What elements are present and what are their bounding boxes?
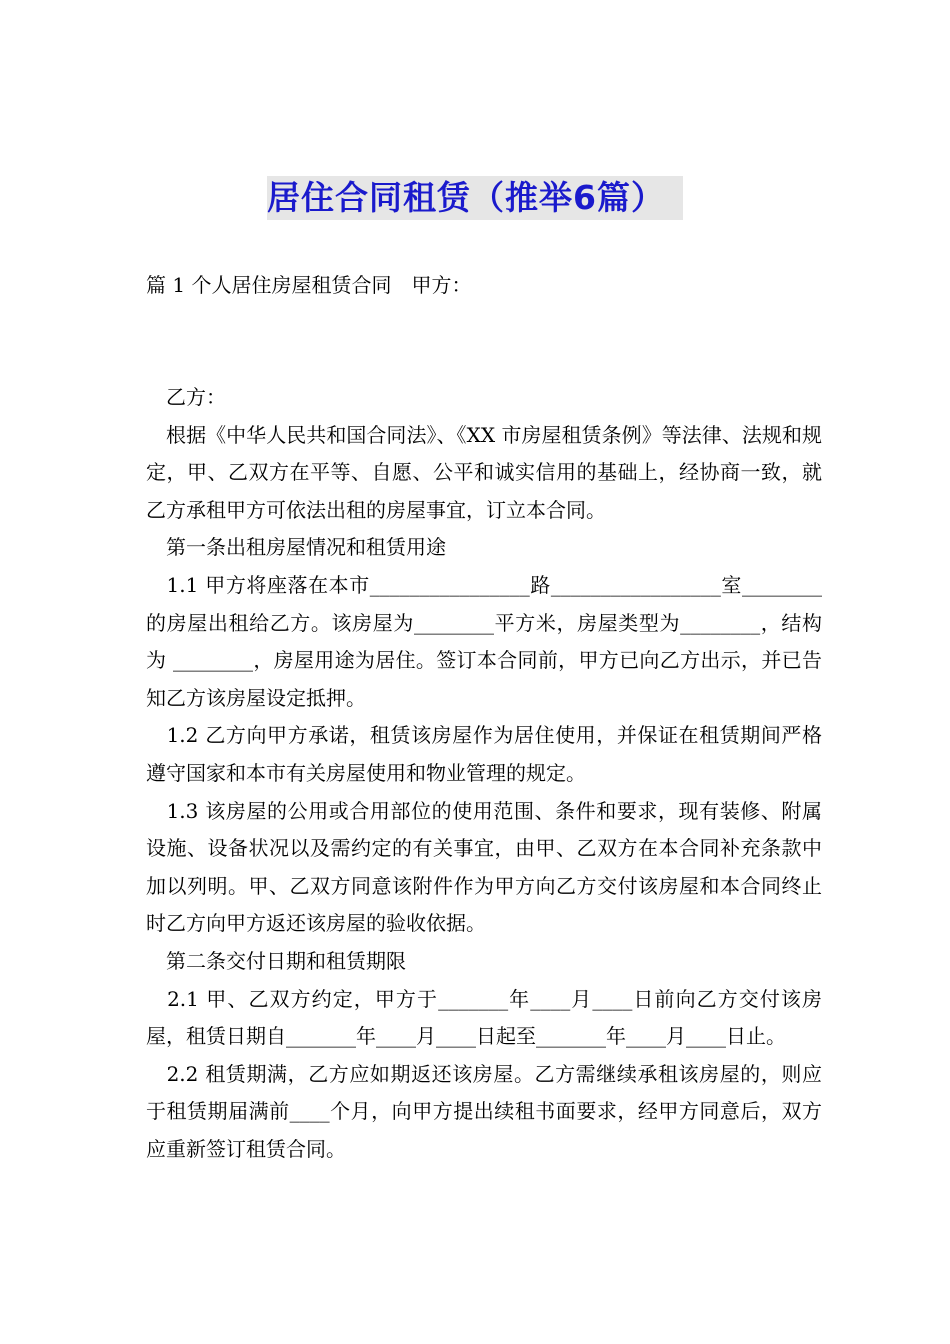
paragraph-article-2-heading: 第二条交付日期和租赁期限 [146,948,406,973]
paragraph-clause-1-3: 1.3 该房屋的公用或合用部位的使用范围、条件和要求，现有装修、附属设施、设备状况以及需约定的有关事宜，由甲、乙双方在本合同补充条款中加以列明。甲、乙双方同意该附件作为甲方向乙方交付该房屋和本合同终止时乙方向甲方返还该房屋的验收依据。 [146,798,822,936]
document-body [146,379,822,1168]
section-heading: 篇 1 个人居住房屋租赁合同 甲方： [146,273,472,297]
paragraph-clause-2-1: 2.1 甲、乙双方约定，甲方于_______年____月____日前向乙方交付该房屋，租赁日期自_______年____月____日起至_______年____月____日止。 [146,986,822,1049]
document-title: 居住合同租赁（推举6篇） [267,176,683,220]
paragraph-clause-1-1: 1.1 甲方将座落在本市________________路_________________室________的房屋出租给乙方。该房屋为________平方米，房屋类型为________，结构为 ________，房屋用途为居住。签订本合同前，甲方已向乙方出示，并已告知乙方该房屋设定抵押。 [146,572,822,710]
paragraph-preamble: 根据《中华人民共和国合同法》、《XX 市房屋租赁条例》等法律、法规和规定，甲、乙双方在平等、自愿、公平和诚实信用的基础上，经协商一致，就乙方承租甲方可依法出租的房屋事宜，订立本合同。 [146,422,822,522]
paragraph-article-1-heading: 第一条出租房屋情况和租赁用途 [146,535,446,560]
paragraph-party-b: 乙方： [146,385,226,409]
paragraph-clause-1-2: 1.2 乙方向甲方承诺，租赁该房屋作为居住使用，并保证在租赁期间严格遵守国家和本市有关房屋使用和物业管理的规定。 [146,723,822,785]
title-container [0,176,950,220]
paragraph-clause-2-2: 2.2 租赁期满，乙方应如期返还该房屋。乙方需继续承租该房屋的，则应于租赁期届满前____个月，向甲方提出续租书面要求，经甲方同意后，双方应重新签订租赁合同。 [146,1061,822,1161]
